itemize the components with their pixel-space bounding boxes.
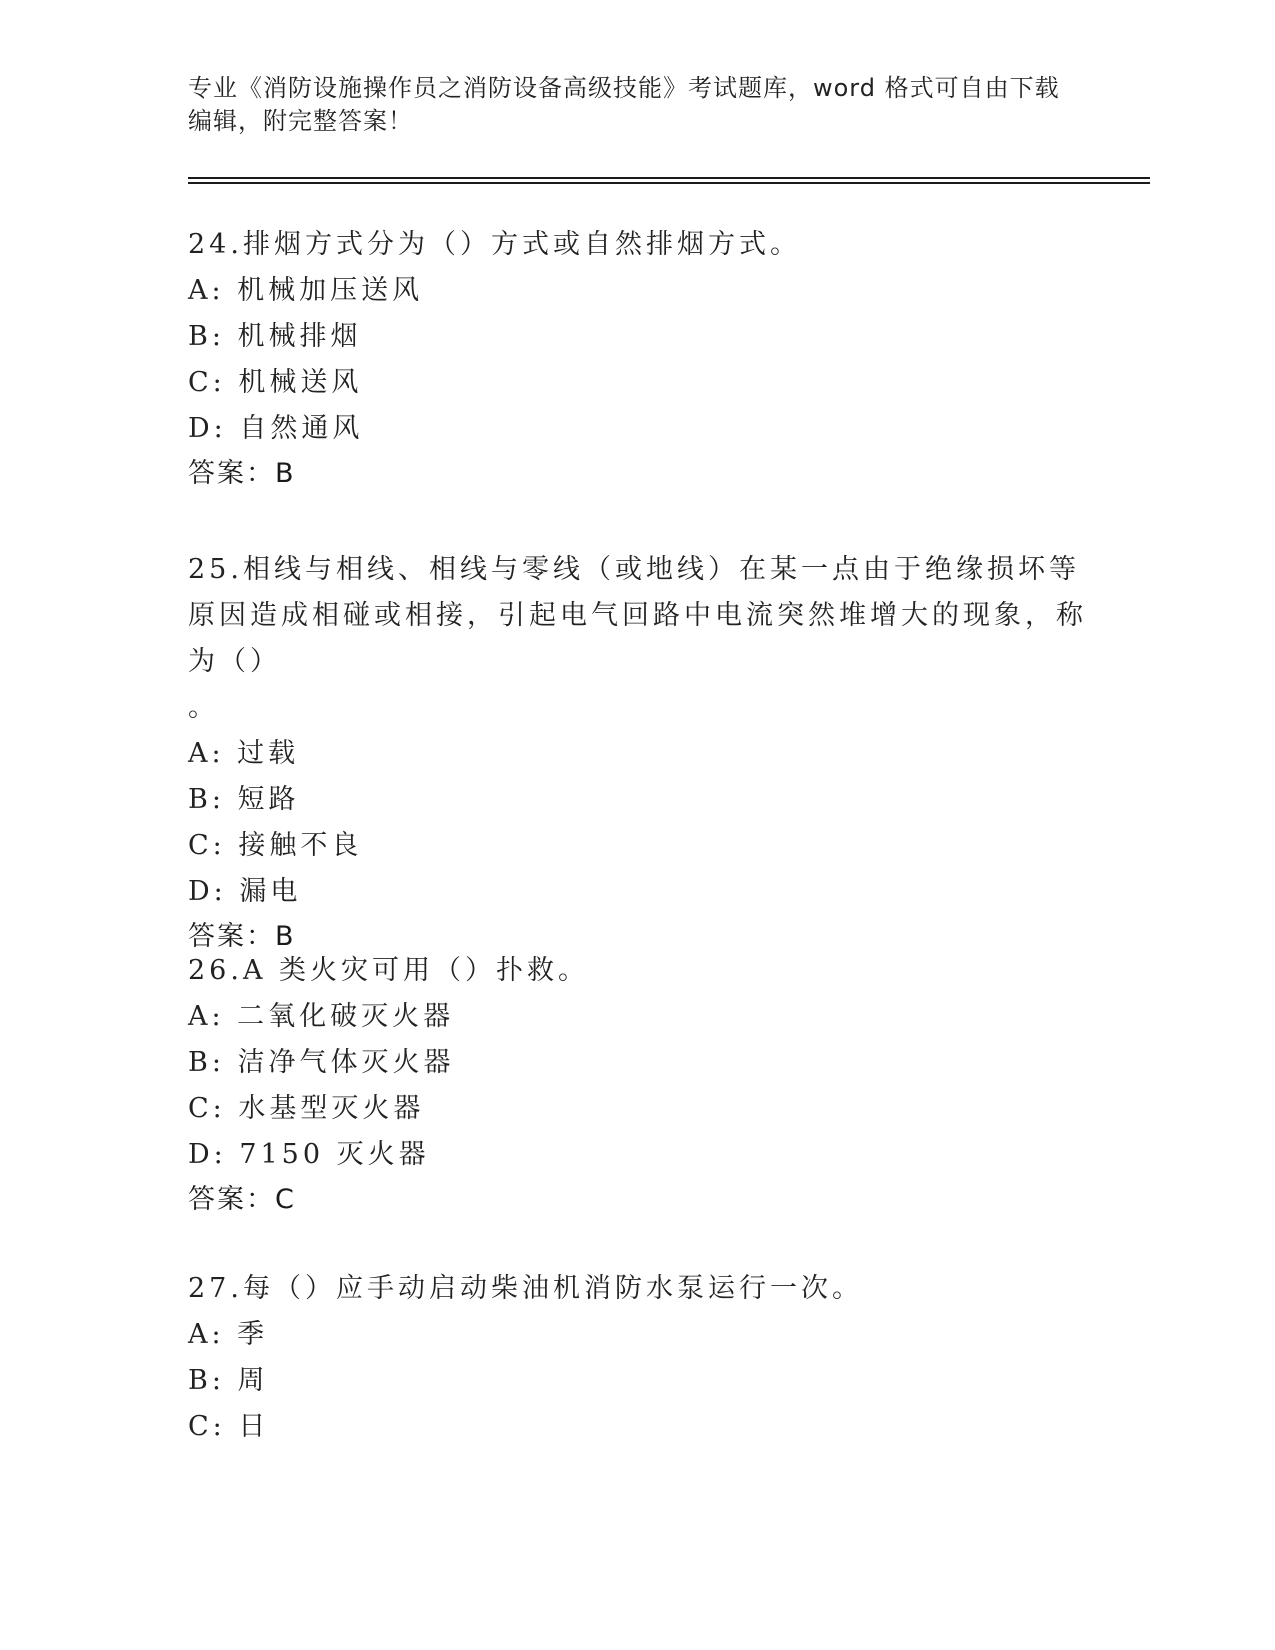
option-d: D: 自然通风 (188, 413, 364, 444)
option-a: A: 机械加压送风 (188, 275, 424, 306)
answer-label: 答案： (188, 921, 275, 952)
answer-line (188, 1178, 1088, 1222)
option-c: C: 接触不良 (188, 830, 363, 861)
option-b: B: 短路 (188, 784, 300, 815)
option-d: D: 7150 灭火器 (188, 1139, 430, 1170)
option-a: A: 过载 (188, 738, 300, 769)
question-text: 25.相线与相线、相线与零线（或地线）在某一点由于绝缘损坏等原因造成相碰或相接，引起电气回路中电流突然堆增大的现象，称为（） 。 (188, 554, 1087, 723)
option-b: B: 机械排烟 (188, 321, 362, 352)
question-text: 27.每（）应手动启动柴油机消防水泵运行一次。 (188, 1273, 863, 1304)
question-25 (188, 547, 1088, 959)
answer-value: C (275, 1184, 296, 1215)
answer-label: 答案： (188, 1184, 275, 1215)
option-b: B: 洁净气体灭火器 (188, 1047, 455, 1078)
document-intro: 专业《消防设施操作员之消防设备高级技能》考试题库，word 格式可自由下载编辑，附完整答案！ (188, 74, 1060, 135)
question-26 (188, 948, 1088, 1222)
answer-value: B (275, 458, 296, 489)
answer-label: 答案： (188, 458, 275, 489)
option-a: A: 二氧化破灭火器 (188, 1001, 455, 1032)
option-c: C: 日 (188, 1411, 270, 1442)
option-c: C: 机械送风 (188, 367, 363, 398)
question-24 (188, 222, 1088, 496)
question-27 (188, 1266, 1088, 1450)
option-a: A: 季 (188, 1319, 269, 1350)
option-d: D: 漏电 (188, 876, 302, 907)
option-c: C: 水基型灭火器 (188, 1093, 425, 1124)
header-divider-bottom (188, 182, 1150, 184)
question-text: 26.A 类火灾可用（）扑救。 (188, 955, 590, 986)
question-text: 24.排烟方式分为（）方式或自然排烟方式。 (188, 229, 801, 260)
answer-line (188, 452, 1088, 496)
answer-value: B (275, 921, 296, 952)
header-divider-top (188, 177, 1150, 179)
option-b: B: 周 (188, 1365, 269, 1396)
